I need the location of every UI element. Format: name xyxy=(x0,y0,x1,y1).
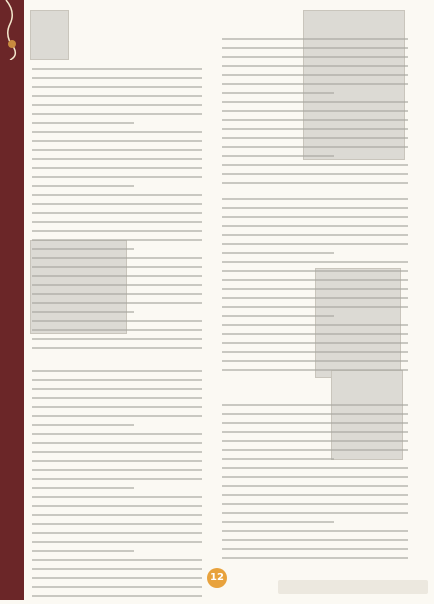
text-line xyxy=(32,442,202,444)
text-column xyxy=(222,38,408,191)
text-line xyxy=(222,146,408,148)
text-line xyxy=(32,239,202,241)
artist-photo xyxy=(30,10,69,60)
text-line xyxy=(32,433,202,435)
text-line xyxy=(32,311,134,313)
text-line xyxy=(32,505,202,507)
text-line xyxy=(32,329,202,331)
text-line xyxy=(222,47,408,49)
watermark xyxy=(278,580,428,594)
text-line xyxy=(222,155,334,157)
text-line xyxy=(222,557,408,559)
text-line xyxy=(32,77,202,79)
text-line xyxy=(222,173,408,175)
text-line xyxy=(222,503,408,505)
text-line xyxy=(32,284,202,286)
text-line xyxy=(32,221,202,223)
text-line xyxy=(222,225,408,227)
side-band xyxy=(0,0,24,600)
text-line xyxy=(32,149,202,151)
text-line xyxy=(32,176,202,178)
text-line xyxy=(32,194,202,196)
text-line xyxy=(222,324,408,326)
text-line xyxy=(222,476,408,478)
text-line xyxy=(222,297,408,299)
text-line xyxy=(222,92,334,94)
text-line xyxy=(222,279,408,281)
text-line xyxy=(32,257,202,259)
text-line xyxy=(32,302,202,304)
text-line xyxy=(32,95,202,97)
text-line xyxy=(222,65,408,67)
text-line xyxy=(222,270,408,272)
text-line xyxy=(32,203,202,205)
text-line xyxy=(222,261,408,263)
text-line xyxy=(222,404,408,406)
text-line xyxy=(32,451,202,453)
text-line xyxy=(222,288,408,290)
text-line xyxy=(32,212,202,214)
text-line xyxy=(32,397,202,399)
text-line xyxy=(222,458,334,460)
text-line xyxy=(32,586,202,588)
violin-icon xyxy=(0,0,26,60)
text-line xyxy=(222,128,408,130)
text-line xyxy=(222,449,408,451)
text-line xyxy=(32,320,202,322)
text-line xyxy=(32,185,134,187)
text-line xyxy=(222,369,408,371)
text-line xyxy=(32,415,202,417)
text-line xyxy=(222,198,408,200)
text-line xyxy=(32,523,202,525)
text-line xyxy=(222,137,408,139)
text-line xyxy=(222,315,334,317)
text-line xyxy=(32,275,202,277)
text-column xyxy=(32,370,202,604)
text-line xyxy=(32,293,202,295)
text-line xyxy=(32,568,202,570)
text-line xyxy=(32,577,202,579)
text-line xyxy=(222,306,408,308)
text-line xyxy=(222,252,334,254)
text-line xyxy=(222,494,408,496)
text-line xyxy=(32,541,202,543)
text-line xyxy=(222,83,408,85)
text-line xyxy=(32,550,134,552)
text-line xyxy=(222,548,408,550)
text-line xyxy=(32,167,202,169)
text-line xyxy=(222,467,408,469)
text-line xyxy=(32,478,202,480)
text-line xyxy=(32,338,202,340)
text-line xyxy=(222,530,408,532)
text-line xyxy=(32,532,202,534)
text-line xyxy=(32,140,202,142)
text-line xyxy=(32,104,202,106)
text-line xyxy=(222,440,408,442)
text-line xyxy=(222,101,408,103)
text-line xyxy=(32,370,202,372)
text-line xyxy=(32,230,202,232)
text-line xyxy=(32,595,202,597)
page-number: 12 xyxy=(207,568,227,588)
text-line xyxy=(222,521,334,523)
text-column xyxy=(32,68,202,356)
text-line xyxy=(222,119,408,121)
text-line xyxy=(222,422,408,424)
text-line xyxy=(222,207,408,209)
text-line xyxy=(222,216,408,218)
text-line xyxy=(32,379,202,381)
text-line xyxy=(222,360,408,362)
text-line xyxy=(222,431,408,433)
text-line xyxy=(32,131,202,133)
text-line xyxy=(32,347,202,349)
text-line xyxy=(222,539,408,541)
text-line xyxy=(222,56,408,58)
text-line xyxy=(32,424,134,426)
text-line xyxy=(32,388,202,390)
text-column xyxy=(222,198,408,378)
text-line xyxy=(32,559,202,561)
text-line xyxy=(222,234,408,236)
text-line xyxy=(32,86,202,88)
text-line xyxy=(222,243,408,245)
text-line xyxy=(32,248,134,250)
text-line xyxy=(222,342,408,344)
text-line xyxy=(222,485,408,487)
text-line xyxy=(222,512,408,514)
text-line xyxy=(32,496,202,498)
text-line xyxy=(222,164,408,166)
text-line xyxy=(222,74,408,76)
text-line xyxy=(32,514,202,516)
text-line xyxy=(32,266,202,268)
text-line xyxy=(222,110,408,112)
text-line xyxy=(222,182,408,184)
text-line xyxy=(32,487,134,489)
text-line xyxy=(222,38,408,40)
text-column xyxy=(222,404,408,566)
text-line xyxy=(222,413,408,415)
text-line xyxy=(32,158,202,160)
text-line xyxy=(222,333,408,335)
text-line xyxy=(222,351,408,353)
text-line xyxy=(32,469,202,471)
text-line xyxy=(32,460,202,462)
text-line xyxy=(32,113,202,115)
text-line xyxy=(32,406,202,408)
text-line xyxy=(32,68,202,70)
text-line xyxy=(32,122,134,124)
